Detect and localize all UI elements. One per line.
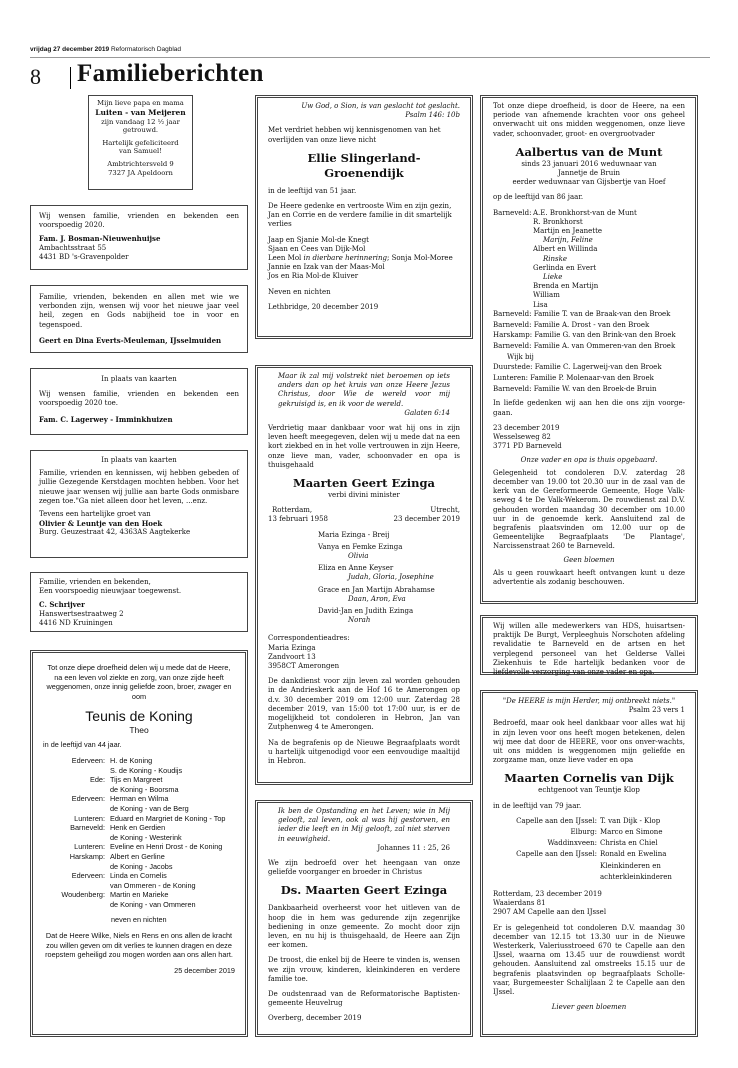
ad-luiten-line: getrouwd.	[122, 126, 159, 135]
ad-slingerland-age: in de leeftijd van 51 jaar.	[268, 186, 357, 195]
ad-everts-text: Familie, vrienden, bekenden en allen met wie we verbonden zijn, wensen wij voor het nieuwe jaar veel heil, zegen en Gods nabijheid toe in voor en tegenspoed.	[39, 293, 239, 329]
ad-munt-barneveld	[493, 209, 685, 310]
family-names: Lisa	[533, 300, 548, 309]
ad-munt-home: Onze vader en opa is thuis opgebaard.	[520, 455, 658, 464]
family-place	[43, 766, 110, 776]
family-row	[43, 890, 235, 900]
ad-munt-memory: In liefde gedenken wij aan hen die ons zijn voorge-gaan.	[493, 399, 685, 417]
family-place	[43, 804, 110, 814]
family-names: Lieke	[543, 273, 563, 282]
family-names: S. de Koning - Koudijs	[110, 765, 183, 775]
family-names: H. de Koning	[110, 755, 153, 765]
ad-everts-name: Geert en Dina Everts-Meuleman, IJsselmuiden	[39, 335, 222, 345]
family-place: Lunteren:	[74, 842, 105, 852]
ad-koning-name: Teunis de Koning	[85, 708, 193, 725]
family-row	[493, 862, 685, 871]
family-names: Brenda en Martijn	[533, 282, 599, 291]
family-row	[493, 850, 685, 859]
header-rule	[30, 57, 710, 58]
ad-ezinga-service: De dankdienst voor zijn leven zal worden gehouden in de Andrieskerk aan de Hof 16 te Amerongen op d.v. 30 december 2019 om 12:00 uur. Zaterdag 28 december 2019, van 15:00 tot 17:00 uur, is er de mogelijkheid tot condoleren in Hebron, Jan van Zutphenweg 4 te Amerongen.	[268, 677, 460, 732]
ad-slingerland-relative: Jannie en Izak van der Maas-Mol	[268, 263, 385, 272]
ad-vandijk	[480, 690, 698, 1037]
family-place	[43, 862, 110, 872]
family-place: Lunteren:	[74, 813, 105, 823]
ad-munt-service: Gelegenheid tot condoleren D.V. zaterdag 28 december van 19.00 tot 20.30 uur in de zaal van de kerk van de Gereformeerde Gemeente, Hoge Valk-seweg 4 te De Valk-Wekerom. De rouwdienst zal D.V. gehouden worden maandag 30 december om 10.00 uur in de genoemde kerk. Aansluitend zal de begrafenis plaatsvinden om 12.00 uur op de Gemeentelijke Begraafplaats 'De Plantage', Narcissenstraat 260 te Barneveld.	[493, 468, 685, 551]
ad-bosman	[30, 205, 248, 270]
family-row	[493, 828, 685, 837]
ad-luiten-line: Mijn lieve papa en mama	[97, 99, 184, 107]
ad-koning-intro: Tot onze diepe droefheid delen wij u mede dat de Heere, na een leven vol ziekte en zorg, van onze zijde heeft weggenomen, onze innig geliefde zoon, broer, zwager en oom	[46, 663, 232, 701]
family-row	[43, 785, 235, 795]
ad-schrijver-line: Een voorspoedig nieuwjaar toegewenst.	[39, 587, 182, 596]
ad-ezinga-correspondence: Zandvoort 13	[268, 652, 316, 661]
ad-munt	[480, 95, 698, 604]
ad-munt-cards: Als u geen rouwkaart heeft ontvangen kunt u deze advertentie als zodanig beschouwen.	[493, 568, 685, 586]
ad-ezinga-family-list	[268, 531, 460, 626]
died-place: Utrecht,	[430, 506, 460, 515]
ad-ezinga2-name: Ds. Maarten Geert Ezinga	[280, 883, 448, 898]
ad-hoek-greeting: Tevens een hartelijke groet van	[39, 510, 151, 519]
family-place	[493, 862, 600, 871]
ad-slingerland-relative	[268, 254, 460, 263]
family-names: de Koning - Boorsma	[110, 784, 179, 794]
family-line: Harskamp: Familie G. van den Brink-van den Broek	[493, 331, 676, 340]
ad-schrijver	[30, 572, 248, 632]
family-entry	[318, 586, 460, 604]
family-names: Grace en Jan Martijn Abrahamse	[318, 585, 435, 594]
family-place: Woudenberg:	[61, 890, 105, 900]
ad-schrijver-address: Hanswertsestraatweg 2	[39, 609, 124, 618]
ad-ezinga-died	[394, 506, 460, 524]
ad-vandijk-family	[493, 817, 685, 882]
ad-luiten	[88, 95, 193, 190]
family-children: Norah	[348, 616, 371, 625]
family-line: Barneveld: Familie A. van Ommeren-van den Broek	[493, 341, 676, 350]
family-names: de Koning - van de Berg	[110, 803, 189, 813]
family-row	[43, 881, 235, 891]
ad-hoek-text: Familie, vrienden en kennissen, wij hebben gebeden of jullie Gezegende Kerstdagen mochten hebben. Voor het nieuwe jaar wensen wij jullie aan barte Gods onmisbare zegen toe."Ga niet alleen door het leven, ...enz.	[39, 469, 239, 505]
ad-koning-callname: Theo	[129, 725, 149, 736]
ad-vandijk-service: Er is gelegenheid tot condoleren D.V. maandag 30 december van 12.15 tot 13.30 uur in de Nieuwe Westerkerk, Valeriusstroeed 670 te Capelle aan den IJssel, waarna om 13.45 uur de rouwdienst wordt gehouden. Aansluitend zal omstreeks 15.15 uur de begrafenis plaatsvinden op begraafplaats Scholle-vaar, Burgemeester Schalijlaan 2 te Capelle aan den IJssel.	[493, 923, 685, 997]
ad-vandijk-address: 2907 AM Capelle aan den IJssel	[493, 908, 607, 917]
family-row	[493, 839, 685, 848]
ad-luiten-address: Ambtrichtersveld 9	[107, 159, 174, 168]
ad-everts	[30, 285, 248, 353]
ad-luiten-line: van Samuel!	[119, 147, 162, 156]
ad-slingerland-ref: Psalm 146: 10b	[405, 111, 460, 120]
ad-koning-closing: Dat de Heere Wilke, Niels en Rens en ons allen de kracht zou willen geven om dit verlies te kunnen dragen en deze roepstem geheiligd zou mogen worden aan ons allen hart.	[45, 931, 233, 960]
family-row	[43, 766, 235, 776]
ad-hoek-address: Burg. Geuzestraat 42, 4363AS Aagtekerke	[39, 528, 191, 537]
ad-ezinga2-intro: We zijn bedroefd over het heengaan van onze geliefde voorganger en broeder in Christus	[268, 859, 460, 877]
family-row	[43, 794, 235, 804]
ad-ezinga-dates	[268, 506, 460, 524]
ad-munt-line: Jannetje de Bruin	[557, 169, 621, 178]
page-number: 8	[30, 64, 41, 89]
family-line: Barneveld: Familie T. van de Braak-van den Broek	[493, 309, 671, 318]
family-names: T. van Dijk - Klop	[600, 816, 661, 825]
family-line: Duurstede: Familie C. Lagerweij-van den Broek	[493, 363, 662, 372]
ad-munt-line: sinds 23 januari 2016 weduwnaar van	[521, 159, 657, 168]
family-place	[43, 785, 110, 795]
family-place: Ederveen:	[71, 755, 105, 765]
family-names: de Koning - Jacobs	[110, 861, 173, 871]
ad-vandijk-intro: Bedroefd, maar ook heel dankbaar voor alles wat hij in zijn leven voor ons heeft mogen betekenen, delen wij mee dat door de HEERE, voor ons onver-wachts, uit ons midden is weggenomen mijn geliefde en zorgzame man, onze lieve vader en opa	[493, 719, 685, 765]
family-names: Marijn, Feline	[543, 236, 593, 245]
ad-ezinga-ref: Galaten 6:14	[404, 408, 450, 417]
family-place	[43, 833, 110, 843]
died-date: 23 december 2019	[393, 515, 460, 524]
ad-bosman-name: Fam. J. Bosman-Nieuwenhuijse	[39, 234, 161, 244]
family-names: Albert en Willinda	[533, 245, 598, 254]
ad-ezinga-name: Maarten Geert Ezinga	[292, 476, 436, 491]
ad-koning-family	[43, 756, 235, 910]
family-names: Ronald en Ewelina	[600, 850, 667, 859]
ad-vandijk-age: in de leeftijd van 79 jaar.	[493, 801, 582, 810]
ad-ezinga-correspondence: 3958CT Amerongen	[268, 662, 340, 671]
ad-slingerland-relative: Jos en Ria Mol-de Kluiver	[268, 272, 359, 281]
family-place: Ederveen:	[71, 871, 105, 881]
family-place: Ede:	[89, 775, 105, 785]
family-names: Eduard en Margriet de Koning - Top	[110, 813, 226, 823]
family-names: Herman en Wilma	[110, 794, 169, 804]
ad-ezinga-intro: Verdrietig maar dankbaar voor wat hij ons in zijn leven heeft meegegeven, delen wij u mede dat na een kort ziekbed en in het volle vertrouwen in zijn Heere, onze lieve man, vader, schoonvader en opa is thuisgehaald	[268, 424, 460, 469]
ad-munt-name: Aalbertus van de Munt	[515, 144, 663, 159]
ad-munt-date: 23 december 2019	[493, 423, 560, 432]
section-title: Familieberichten	[77, 60, 264, 87]
family-names: A.E. Bronkhorst-van de Munt	[533, 208, 637, 217]
ad-ezinga-family	[255, 365, 473, 785]
ad-munt-intro: Tot onze diepe droefheid, is door de Heere, na een periode van afnemende krachten voor ons geheel onverwacht uit ons midden weggenomen, onze lieve vader, schoonvader, groot- en overgrootvader	[493, 102, 685, 138]
family-names: Vanya en Femke Ezinga	[318, 542, 403, 551]
ad-luiten-name: Luiten - van Meijeren	[95, 107, 186, 117]
family-line: Barneveld: Familie A. Drost - van den Broek	[493, 320, 650, 329]
ad-vandijk-ref: Psalm 23 vers 1	[628, 706, 685, 715]
family-entry	[318, 531, 460, 540]
relative-name: ; Sonja Mol-Moree	[387, 254, 453, 263]
ad-hoek-heading: In plaats van kaarten	[101, 456, 177, 464]
ad-bosman-address: 4431 BD 's-Gravenpolder	[39, 252, 129, 261]
family-place	[493, 873, 600, 882]
ad-schrijver-line: Familie, vrienden en bekenden,	[39, 578, 151, 586]
family-row	[43, 823, 235, 833]
ad-hds	[480, 615, 698, 675]
relative-name: Leen Mol	[268, 254, 304, 263]
family-place: Ederveen:	[71, 794, 105, 804]
family-place: Waddinxveen:	[547, 839, 597, 848]
family-line: Lunteren: Familie P. Molenaar-van den Broek	[493, 374, 654, 383]
family-names: Martin en Marieke	[110, 890, 169, 900]
ad-ezinga2-ref: Johannes 11 : 25, 26	[377, 843, 450, 852]
family-names: Eveline en Henri Drost - de Koning	[110, 842, 223, 852]
family-place	[43, 881, 110, 891]
family-row	[43, 852, 235, 862]
ad-bosman-address: Ambachtsstraat 55	[39, 243, 107, 252]
ad-schrijver-name: C. Schrijver	[39, 600, 85, 610]
ad-slingerland-text: De Heere gedenke en vertrooste Wim en zijn gezin, Jan en Corrie en de verdere familie in dit smartelijk verlies	[268, 202, 452, 229]
family-names: van Ommeren - de Koning	[110, 880, 196, 890]
family-names: Rinske	[543, 254, 567, 263]
ad-ezinga2-text: De oudstenraad van de Reformatorische Baptisten-gemeente Heuvelrug	[268, 990, 460, 1008]
family-place: Harskamp:	[69, 851, 105, 861]
ad-koning-date: 25 december 2019	[174, 965, 235, 975]
ad-slingerland-verse: Uw God, o Sion, is van geslacht tot geslacht.	[301, 102, 460, 110]
family-row	[43, 833, 235, 843]
ad-hoek-name: Olivier & Leuntje van den Hoek	[39, 519, 163, 529]
born-date: 13 februari 1958	[268, 515, 328, 524]
family-names: Marco en Simone	[600, 828, 663, 837]
family-place: Capelle aan den IJssel:	[516, 850, 597, 859]
ad-munt-line: eerder weduwnaar van Gijsbertje van Hoef	[512, 178, 666, 187]
ad-ezinga-verse: Maar ik zal mij volstrekt niet beroemen op iets anders dan op het kruis van onze Heere Jezus Christus, door Wie de wereld voor mij gekruisigd is, en ik voor de wereld.	[278, 372, 450, 408]
ad-ezinga-born	[268, 506, 328, 524]
ad-lagerwey-heading: In plaats van kaarten	[101, 375, 177, 383]
ad-munt-address: Wesselseweg 82	[493, 433, 551, 442]
ad-vandijk-address: Waaierdans 81	[493, 899, 546, 908]
ad-munt-barneveld-list	[533, 209, 637, 310]
family-row	[43, 814, 235, 824]
family-names: Linda en Cornelis	[110, 871, 167, 881]
ad-hoek	[30, 450, 248, 558]
family-children: Daan, Aron, Eva	[348, 594, 406, 603]
relative-memory: in dierbare herinnering	[303, 254, 388, 263]
family-row	[43, 804, 235, 814]
born-place: Rotterdam,	[272, 506, 313, 515]
family-entry	[318, 543, 460, 561]
family-names: achterkleinkinderen	[600, 872, 672, 881]
ad-slingerland	[255, 95, 473, 339]
family-row	[43, 871, 235, 881]
family-row	[43, 756, 235, 766]
family-place: Capelle aan den IJssel:	[516, 816, 597, 825]
ad-ezinga-correspondence: Correspondentieadres:	[268, 634, 350, 643]
family-names: Martijn en Jeanette	[533, 227, 603, 236]
ad-slingerland-relative: Jaap en Sjanie Mol-de Knegt	[268, 235, 369, 244]
family-row	[493, 817, 685, 826]
ad-koning-age: in de leeftijd van 44 jaar.	[43, 740, 122, 750]
family-names: Maria Ezinga - Breij	[318, 530, 390, 539]
family-place: Barneveld:	[70, 823, 105, 833]
ad-koning	[30, 650, 248, 1037]
ad-munt-age: op de leeftijd van 86 jaar.	[493, 193, 584, 202]
family-line: Wijk bij	[507, 352, 534, 361]
ad-luiten-line: Hartelijk gefeliciteerd	[102, 138, 179, 147]
family-line: Barneveld: Familie W. van den Broek-de Bruin	[493, 384, 657, 393]
ad-munt-others	[493, 310, 685, 394]
ad-lagerwey	[30, 368, 248, 435]
ad-luiten-line: zijn vandaag 12 ½ jaar	[101, 117, 180, 126]
family-place: Elburg:	[570, 828, 597, 837]
ad-koning-nephews: neven en nichten	[111, 915, 167, 925]
ad-vandijk-flowers: Liever geen bloemen	[551, 1003, 627, 1012]
issue-date: vrijdag 27 december 2019	[30, 46, 110, 53]
family-row	[493, 873, 685, 882]
ad-ezinga-title: verbi divini minister	[328, 491, 400, 500]
ad-ezinga2-place: Overberg, december 2019	[268, 1014, 362, 1023]
ad-vandijk-verse: "De HEERE is mijn Herder, mij ontbreekt niets."	[502, 697, 676, 705]
ad-slingerland-place: Lethbridge, 20 december 2019	[268, 302, 379, 311]
ad-bosman-text: Wij wensen familie, vrienden en bekenden een voorspoedig 2020.	[39, 212, 239, 230]
family-row	[43, 862, 235, 872]
ad-munt-place: Barneveld:	[493, 208, 532, 217]
ad-vandijk-date: Rotterdam, 23 december 2019	[493, 890, 602, 899]
family-names: Christa en Chiel	[600, 839, 658, 848]
family-row	[43, 900, 235, 910]
ad-munt-address: 3771 PD Barneveld	[493, 442, 562, 451]
family-row	[43, 842, 235, 852]
ad-vandijk-spouse: echtgenoot van Teuntje Klop	[538, 786, 640, 795]
ad-ezinga-correspondence: Maria Ezinga	[268, 643, 316, 652]
ad-slingerland-name: Ellie Slingerland-Groenendijk	[307, 150, 421, 180]
family-entry	[318, 607, 460, 625]
ad-ezinga2-verse: Ik ben de Opstanding en het Leven; wie in Mij gelooft, zal leven, ook al was hij gestorven, en ieder die leeft en in Mij gelooft, zal niet sterven in eeuwigheid.	[278, 807, 450, 843]
family-children: Olivia	[348, 552, 369, 561]
family-names: Tijs en Margreet	[110, 775, 163, 785]
family-names: Kleinkinderen en	[600, 861, 661, 870]
ad-hds-text: Wij willen alle medewerkers van HDS, huisartsen-praktijk De Burgt, Verpleeghuis Norschoten afdeling revalidatie te Barneveld en de artsen en het verplegend personeel van het Gelderse Vallei Ziekenhuis te Ede hartelijk bedanken voor de liefdevolle verzorging van onze vader en opa.	[493, 622, 685, 677]
ad-luiten-address: 7327 JA Apeldoorn	[108, 168, 173, 177]
ad-slingerland-relative: Sjaan en Cees van Dijk-Mol	[268, 244, 366, 253]
family-names: Albert en Gerline	[110, 851, 165, 861]
family-names: Gerlinda en Evert	[533, 263, 597, 272]
ad-slingerland-intro: Met verdriet hebben wij kennisgenomen van het overlijden van onze lieve nicht	[268, 126, 441, 144]
family-entry	[318, 564, 460, 582]
family-names: William	[533, 291, 560, 300]
family-names: de Koning - van Ommeren	[110, 899, 196, 909]
ad-ezinga2-text: De troost, die enkel bij de Heere te vinden is, wensen we zijn vrouw, kinderen, kleinkinderen en verdere familie toe.	[268, 956, 460, 983]
ad-munt-flowers: Geen bloemen	[563, 555, 615, 564]
family-names: Eliza en Anne Keyser	[318, 564, 394, 573]
family-names: R. Bronkhorst	[533, 217, 583, 226]
ad-slingerland-relative: Neven en nichten	[268, 287, 331, 296]
family-names: Henk en Gerdien	[110, 823, 166, 833]
header-divider	[70, 67, 71, 89]
ad-lagerwey-name: Fam. C. Lagerwey - Imminkhuizen	[39, 414, 173, 424]
ad-schrijver-address: 4416 ND Kruiningen	[39, 618, 113, 627]
issue-line	[30, 46, 181, 53]
ad-ezinga-funeral: Na de begrafenis op de Nieuwe Begraafplaats wordt u hartelijk uitgenodigd voor een eenvoudige maaltijd in Hebron.	[268, 738, 460, 765]
family-names: David-Jan en Judith Ezinga	[318, 607, 414, 616]
ad-ezinga-church	[255, 800, 473, 1037]
ad-vandijk-name: Maarten Cornelis van Dijk	[504, 771, 674, 786]
family-children: Judah, Gloria, Josephine	[348, 573, 434, 582]
paper-name: Reformatorisch Dagblad	[110, 46, 182, 53]
ad-ezinga2-text: Dankbaarheid overheerst voor het uitleven van de hoop die in hem was gedurende zijn zegenrijke bediening in onze gemeente. Zo mocht door zijn leven, en nu hij is thuisgehaald, de Heere aan Zijn eer komen.	[268, 904, 460, 950]
family-names: de Koning - Westerink	[110, 832, 182, 842]
ad-lagerwey-text: Wij wensen familie, vrienden en bekenden een voorspoedig 2020 toe.	[39, 390, 239, 408]
family-place	[43, 900, 110, 910]
family-row	[43, 775, 235, 785]
